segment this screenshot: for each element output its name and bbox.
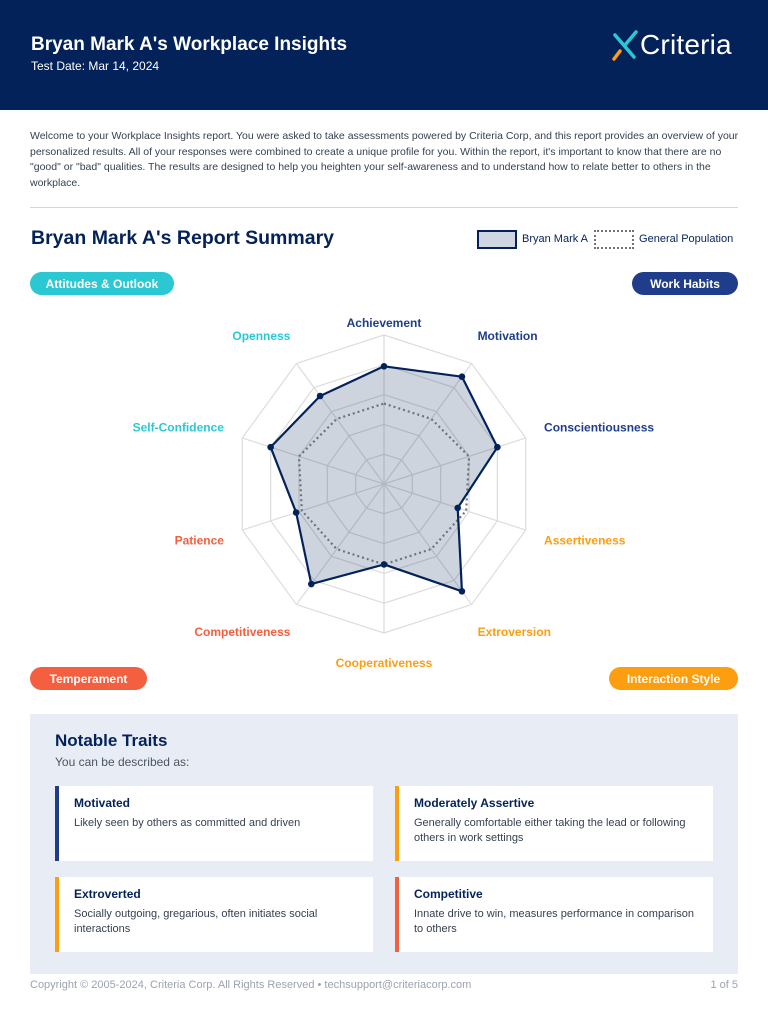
radar-axis-label: Cooperativeness	[335, 656, 433, 670]
trait-card	[395, 877, 713, 952]
radar-point	[317, 393, 324, 400]
trait-description: Socially outgoing, gregarious, often initiates social interactions	[74, 908, 318, 935]
radar-axis-label: Motivation	[477, 328, 538, 343]
radar-point	[459, 588, 466, 595]
radar-axis-label: Extroversion	[477, 625, 551, 640]
trait-title: Extroverted	[74, 887, 141, 901]
radar-point	[381, 561, 388, 568]
traits-subtitle: You can be described as:	[55, 755, 190, 769]
footer-copyright: Copyright © 2005-2024, Criteria Corp. All Rights Reserved • techsupport@criteriacorp.com	[30, 979, 472, 991]
radar-axis-label: Patience	[174, 533, 224, 548]
radar-axis-label: Achievement	[346, 316, 422, 330]
summary-title: Bryan Mark A's Report Summary	[31, 227, 335, 249]
trait-description: Likely seen by others as committed and driven	[74, 817, 301, 829]
test-date: Test Date: Mar 14, 2024	[31, 59, 160, 73]
trait-title: Competitive	[414, 887, 483, 901]
trait-card	[395, 786, 713, 861]
trait-description: Generally comfortable either taking the lead or following others in work settings	[414, 817, 686, 844]
legend-label-candidate: Bryan Mark A	[522, 233, 589, 245]
radar-axis-label: Self-Confidence	[132, 420, 224, 435]
category-interaction-pill: Interaction Style	[609, 667, 738, 690]
report-title: Bryan Mark A's Workplace Insights	[31, 34, 348, 55]
radar-point	[459, 373, 466, 380]
radar-point	[494, 444, 501, 451]
notable-traits-panel	[30, 714, 738, 974]
radar-axis-label: Competitiveness	[194, 625, 291, 640]
traits-title: Notable Traits	[55, 731, 168, 750]
category-temperament-pill: Temperament	[30, 667, 147, 690]
page-number: 1 of 5	[710, 979, 738, 991]
radar-point	[267, 444, 274, 451]
intro-text: Welcome to your Workplace Insights report. You were asked to take assessments powered by Criteria Corp, and this report provides an overview of your personalized results. All of your responses were combined to create a unique profile for you. Within the report, it's important to know that there are no "good" or "bad" qualities. The results are designed to help you heighten your self-awareness and to understand how to relate better to others in the workplace.	[30, 130, 739, 189]
radar-axis-label: Assertiveness	[544, 533, 626, 548]
radar-axis-label: Openness	[232, 328, 291, 343]
radar-point	[454, 505, 461, 512]
radar-axis-label: Conscientiousness	[544, 420, 655, 435]
trait-description: Innate drive to win, measures performance in comparison to others	[414, 908, 695, 935]
radar-point	[308, 581, 315, 588]
category-attitudes-pill: Attitudes & Outlook	[30, 272, 174, 295]
category-work-habits-pill: Work Habits	[632, 272, 738, 295]
logo-text: Criteria	[640, 29, 732, 60]
legend-label-population: General Population	[639, 233, 734, 245]
trait-card	[55, 786, 373, 861]
trait-title: Moderately Assertive	[414, 796, 535, 810]
trait-title: Motivated	[74, 796, 131, 810]
radar-point	[381, 363, 388, 370]
trait-card	[55, 877, 373, 952]
radar-point	[293, 509, 300, 516]
